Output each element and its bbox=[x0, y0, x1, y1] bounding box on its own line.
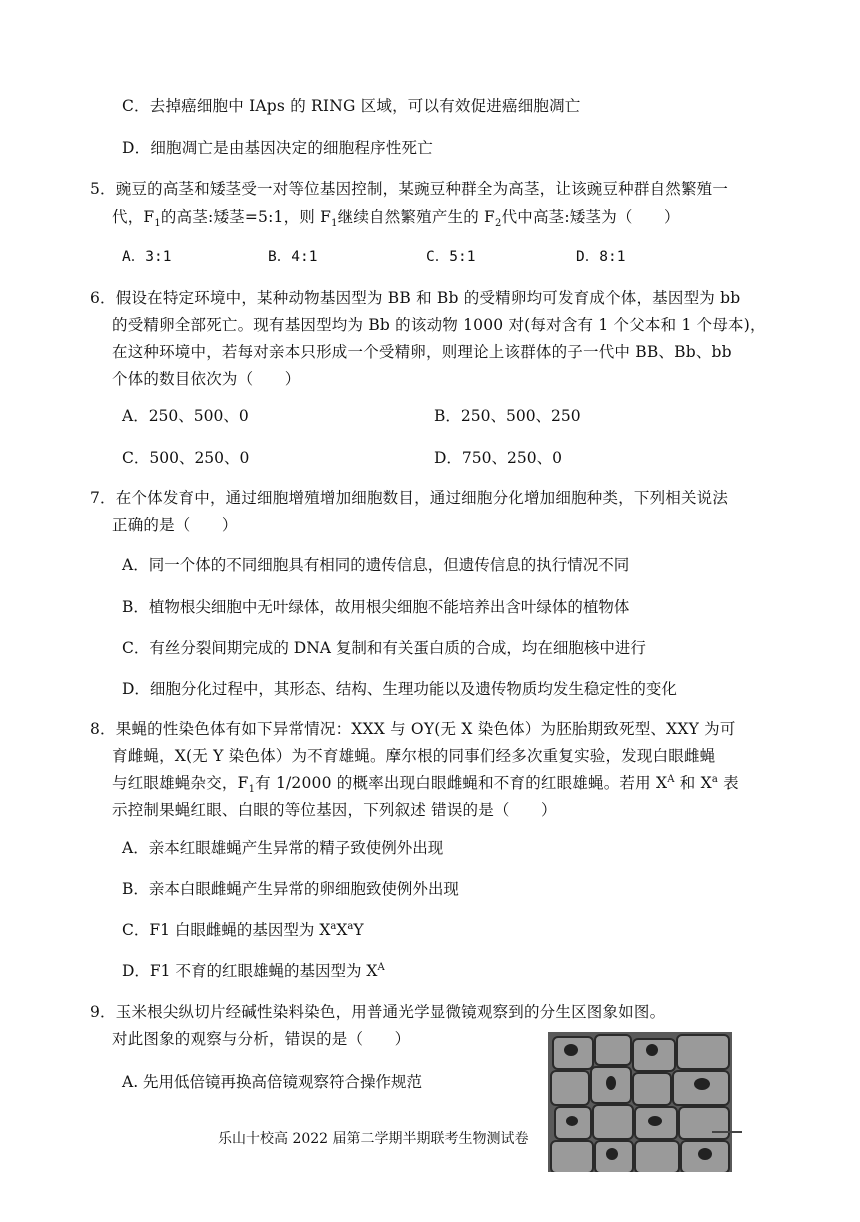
q8-stem-line2: 育雌蝇，X(无 Y 染色体）为不育雄蝇。摩尔根的同事们经多次重复实验，发现白眼雌蝇 bbox=[112, 747, 716, 765]
q8-superscript: a bbox=[347, 920, 354, 932]
q8-text: 与红眼雄蝇杂交，F bbox=[112, 774, 249, 792]
page-footer: 乐山十校高 2022 届第二学期半期联考生物测试卷 bbox=[218, 1131, 529, 1147]
q6-option-d: D．750、250、0 bbox=[434, 449, 562, 467]
q7-option-c: C．有丝分裂间期完成的 DNA 复制和有关蛋白质的合成，均在细胞核中进行 bbox=[122, 639, 646, 657]
q8-text: 有 1/2000 的概率出现白眼雌蝇和不育的红眼雄蝇。若用 X bbox=[255, 774, 668, 792]
q4-option-c: C．去掉癌细胞中 IAps 的 RING 区域，可以有效促进癌细胞凋亡 bbox=[122, 97, 581, 115]
q8-text: D．F1 不育的红眼雄蝇的基因型为 X bbox=[122, 962, 378, 980]
q6-option-b: B．250、500、250 bbox=[434, 407, 581, 425]
q8-stem-line1: 8．果蝇的性染色体有如下异常情况：XXX 与 OY(无 X 染色体）为胚胎期致死型、XXY 为可 bbox=[90, 720, 736, 738]
q6-stem-line2: 的受精卵全部死亡。现有基因型均为 Bb 的该动物 1000 对(每对含有 1 个父本和 1 个母本)， bbox=[112, 316, 766, 334]
q7-stem-line2: 正确的是（ ） bbox=[112, 516, 238, 534]
q7-option-d: D．细胞分化过程中，其形态、结构、生理功能以及遗传物质均发生稳定性的变化 bbox=[122, 680, 677, 698]
q6-stem-line1: 6．假设在特定环境中，某种动物基因型为 BB 和 Bb 的受精卵均可发育成个体，基因型为 bb bbox=[90, 289, 741, 307]
q5-stem-line2 bbox=[112, 205, 680, 229]
q7-option-b: B．植物根尖细胞中无叶绿体，故用根尖细胞不能培养出含叶绿体的植物体 bbox=[122, 598, 630, 616]
q9-option-a: A. 先用低倍镜再换高倍镜观察符合操作规范 bbox=[122, 1073, 423, 1091]
q5-stem-line1: 5．豌豆的高茎和矮茎受一对等位基因控制，某豌豆种群全为高茎，让该豌豆种群自然繁殖一 bbox=[90, 180, 729, 198]
q5-option-c: C．5:1 bbox=[426, 249, 476, 265]
q5-option-b: B．4:1 bbox=[268, 249, 318, 265]
q5-subscript: 1 bbox=[331, 218, 338, 230]
q8-option-b: B．亲本白眼雌蝇产生异常的卵细胞致使例外出现 bbox=[122, 880, 459, 898]
q8-superscript: A bbox=[667, 773, 675, 785]
q8-stem-line3 bbox=[112, 771, 739, 795]
q6-option-a: A．250、500、0 bbox=[122, 407, 249, 425]
q8-subscript: 1 bbox=[248, 784, 256, 796]
q5-text: 代中高茎:矮茎为（ ） bbox=[501, 208, 680, 226]
q4-option-d: D．细胞凋亡是由基因决定的细胞程序性死亡 bbox=[122, 139, 433, 157]
q8-text: 和 X bbox=[674, 774, 712, 792]
q9-stem-line2: 对此图象的观察与分析，错误的是（ ） bbox=[112, 1030, 411, 1048]
q5-option-a: A．3:1 bbox=[122, 249, 172, 265]
q8-option-c bbox=[122, 918, 364, 940]
q7-stem-line1: 7．在个体发育中，通过细胞增殖增加细胞数目，通过细胞分化增加细胞种类，下列相关说法 bbox=[90, 489, 729, 507]
q5-option-d: D．8:1 bbox=[576, 249, 626, 265]
q8-superscript: A bbox=[377, 961, 385, 973]
q5-subscript: 1 bbox=[154, 218, 161, 230]
q8-option-d bbox=[122, 959, 385, 981]
q5-subscript: 2 bbox=[495, 218, 502, 230]
q6-stem-line3: 在这种环境中，若每对亲本只形成一个受精卵，则理论上该群体的子一代中 BB、Bb、bb bbox=[112, 343, 732, 361]
image-edge-mark bbox=[712, 1131, 742, 1133]
q5-text: 的高茎:矮茎=5:1，则 F bbox=[160, 208, 332, 226]
q8-option-a: A．亲本红眼雄蝇产生异常的精子致使例外出现 bbox=[122, 839, 444, 857]
q6-stem-line4: 个体的数目依次为（ ） bbox=[112, 370, 301, 388]
q8-stem-line4: 示控制果蝇红眼、白眼的等位基因，下列叙述 错误的是（ ） bbox=[112, 801, 557, 819]
q8-text: X bbox=[336, 921, 348, 939]
q7-option-a: A．同一个体的不同细胞具有相同的遗传信息，但遗传信息的执行情况不同 bbox=[122, 556, 630, 574]
root-tip-micrograph bbox=[548, 1032, 732, 1172]
q8-text: 表 bbox=[717, 774, 739, 792]
q8-superscript: a bbox=[330, 920, 337, 932]
q8-superscript: a bbox=[711, 773, 718, 785]
q5-text: 继续自然繁殖产生的 F bbox=[337, 208, 496, 226]
q9-stem-line1: 9．玉米根尖纵切片经碱性染料染色，用普通光学显微镜观察到的分生区图象如图。 bbox=[90, 1003, 666, 1021]
q8-text: Y bbox=[353, 921, 364, 939]
q6-option-c: C．500、250、0 bbox=[122, 449, 250, 467]
q5-text: 代，F bbox=[112, 208, 155, 226]
q8-text: C．F1 白眼雌蝇的基因型为 X bbox=[122, 921, 331, 939]
